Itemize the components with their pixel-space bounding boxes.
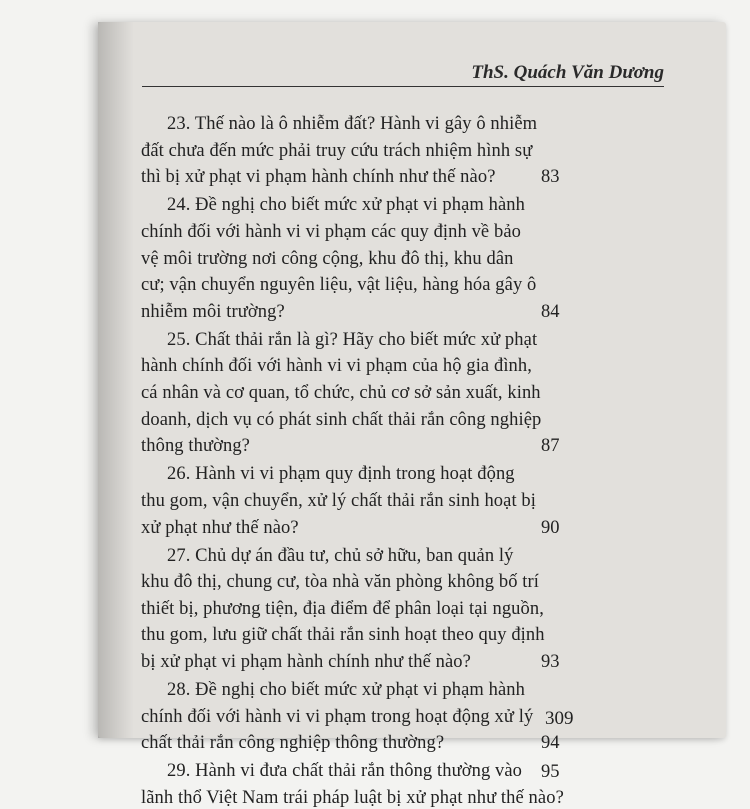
- toc-entry-line: doanh, dịch vụ có phát sinh chất thải rắn công nghiệp: [141, 409, 542, 430]
- toc-page-number: 93: [541, 652, 560, 672]
- toc-entry-line: xử phạt như thế nào?: [141, 517, 299, 538]
- toc-entry-line: bị xử phạt vi phạm hành chính như thế nào?: [141, 652, 471, 672]
- toc-entry-line: chất thải rắn công nghiệp thông thường?: [141, 733, 445, 754]
- page-number: 309: [545, 708, 574, 729]
- toc-entry-line: chính đối với hành vi vi phạm trong hoạt động xử lý: [141, 706, 534, 727]
- toc-entry-line: 23. Thế nào là ô nhiễm đất? Hành vi gây ô nhiễm: [167, 114, 538, 134]
- toc-page-number: 87: [541, 436, 560, 457]
- toc-page-number: 90: [541, 517, 560, 538]
- running-header: [142, 44, 664, 87]
- toc-page-number: 94: [541, 733, 560, 754]
- toc-entry-line: 29. Hành vi đưa chất thải rắn thông thường vào: [167, 761, 523, 782]
- toc-entry-line: 28. Đề nghị cho biết mức xử phạt vi phạm hành: [167, 680, 525, 701]
- toc-entry-line: 26. Hành vi vi phạm quy định trong hoạt động: [167, 464, 515, 485]
- toc-entry-line: cá nhân và cơ quan, tổ chức, chủ cơ sở sản xuất, kinh: [141, 383, 541, 403]
- toc-entry-line: thì bị xử phạt vi phạm hành chính như thế nào?: [141, 167, 496, 188]
- toc-entry-line: vệ môi trường nơi công cộng, khu đô thị, khu dân: [141, 248, 514, 269]
- toc-entry-line: đất chưa đến mức phải truy cứu trách nhiệm hình sự: [141, 140, 533, 161]
- toc-entry-line: khu đô thị, chung cư, tòa nhà văn phòng không bố trí: [141, 572, 540, 593]
- toc-entry-line: 27. Chủ dự án đầu tư, chủ sở hữu, ban quản lý: [167, 545, 514, 566]
- author-name: ThS. Quách Văn Dương: [471, 62, 664, 83]
- toc-entry-line: 24. Đề nghị cho biết mức xử phạt vi phạm hành: [167, 195, 525, 216]
- toc-page-number: 83: [541, 167, 560, 188]
- toc-entry-line: 25. Chất thải rắn là gì? Hãy cho biết mức xử phạt: [167, 329, 538, 350]
- toc-entry-line: chính đối với hành vi vi phạm các quy định về bảo: [141, 221, 521, 242]
- book-page: [98, 22, 726, 808]
- toc-entry-line: nhiễm môi trường?: [141, 301, 285, 322]
- toc-entry-line: thiết bị, phương tiện, địa điểm để phân loại tại nguồn,: [141, 598, 544, 619]
- toc-entry-line: hành chính đối với hành vi vi phạm của hộ gia đình,: [141, 356, 532, 377]
- toc-entry-line: thông thường?: [141, 436, 250, 457]
- toc-page-number: 84: [541, 301, 560, 322]
- toc-entry-line: cư; vận chuyển nguyên liệu, vật liệu, hàng hóa gây ô: [141, 275, 537, 296]
- toc-entry-line: thu gom, lưu giữ chất thải rắn sinh hoạt theo quy định: [141, 625, 545, 646]
- toc-entry-line: thu gom, vận chuyển, xử lý chất thải rắn sinh hoạt bị: [141, 490, 537, 511]
- toc-page-number: 95: [541, 762, 560, 782]
- toc-entry-line: lãnh thổ Việt Nam trái pháp luật bị xử phạt như thế nào?: [141, 788, 564, 808]
